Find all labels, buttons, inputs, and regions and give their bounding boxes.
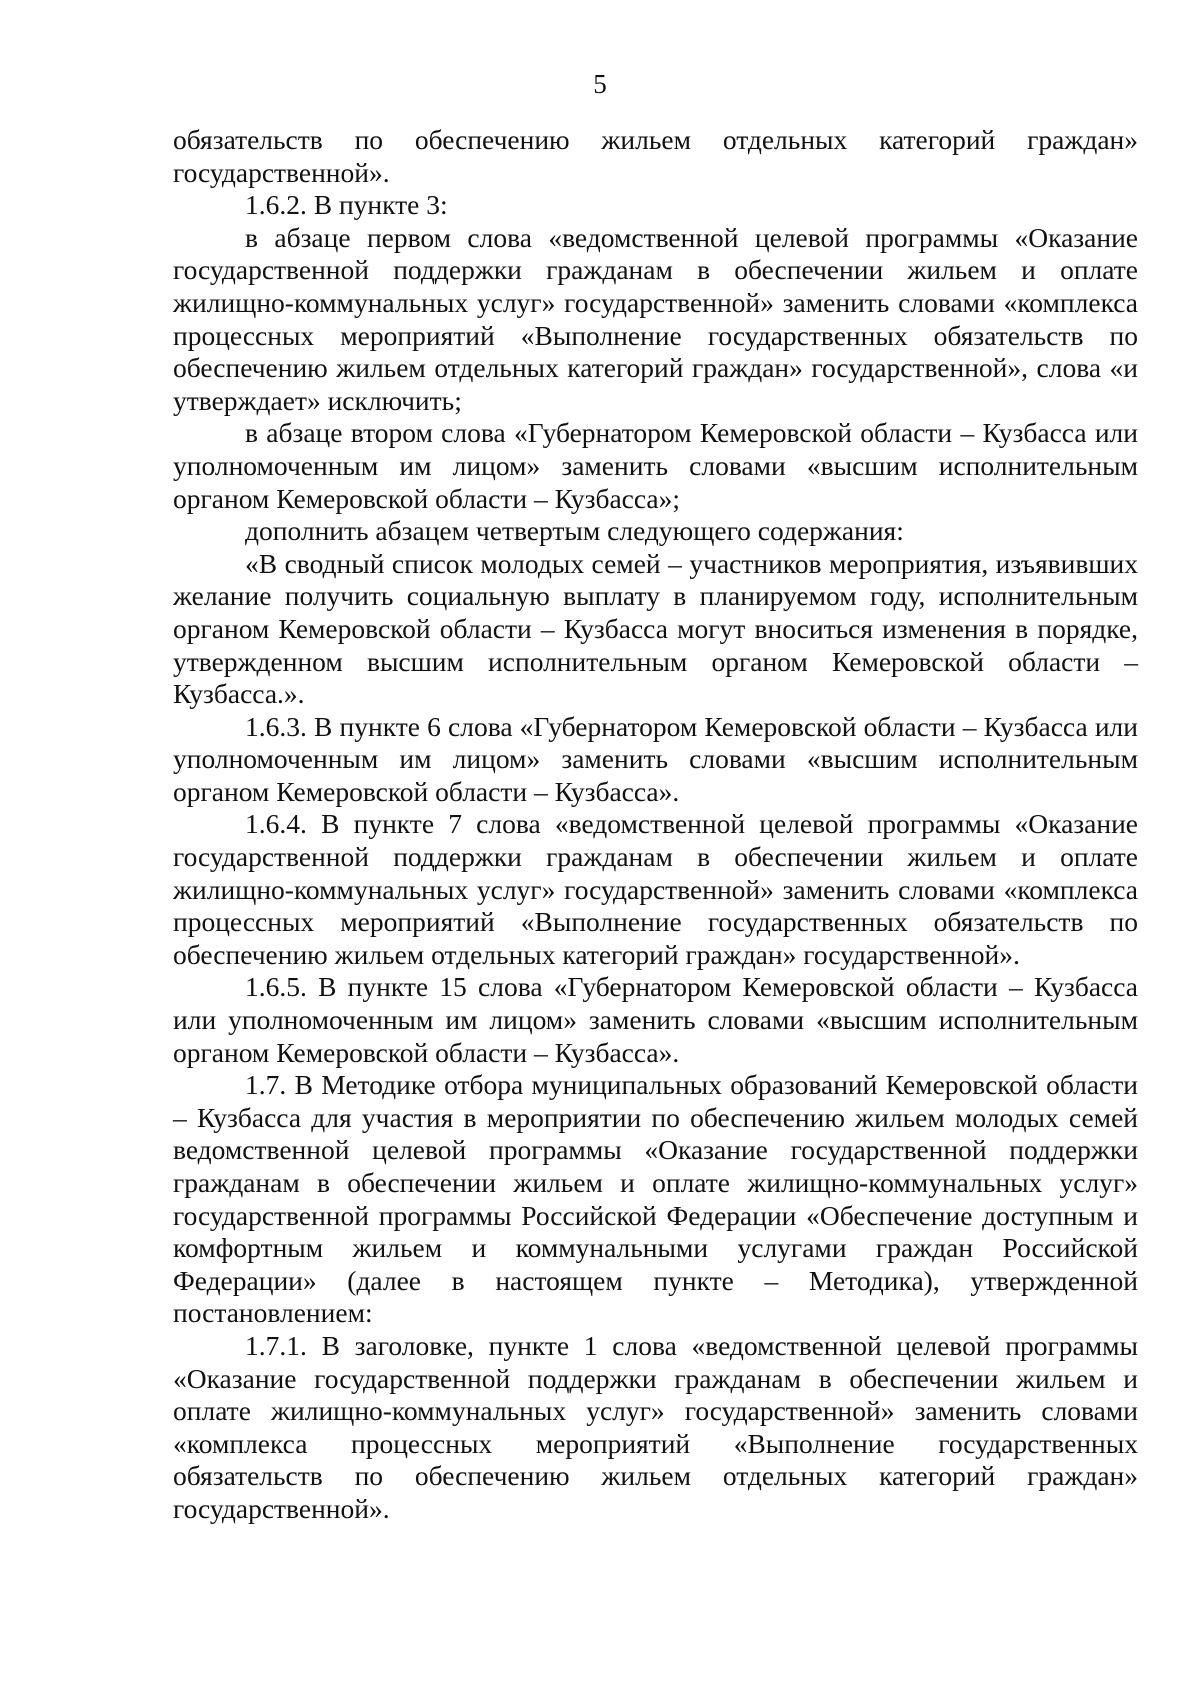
document-body (173, 124, 1138, 1526)
paragraph-continuation: обязательств по обеспечению жильем отдельных категорий граждан» государственной». (173, 124, 1138, 188)
paragraph-1-6-4: 1.6.4. В пункте 7 слова «ведомственной целевой программы «Оказание государственной поддержки гражданам в обеспечении жильем и оплате жилищно-коммунальных услуг» государственной» заменить словами «комплекса процессных мероприятий «Выполнение государственных обязательств по обеспечению жильем отдельных категорий граждан» государственной». (173, 808, 1138, 970)
paragraph-add-fourth-abzac: дополнить абзацем четвертым следующего содержания: (245, 515, 904, 547)
page-number: 5 (593, 69, 607, 99)
paragraph-second-abzac-change: в абзаце втором слова «Губернатором Кемеровской области – Кузбасса или уполномоченным им лицом» заменить словами «высшим исполнительным органом Кемеровской области – Кузбасса»; (173, 417, 1138, 514)
paragraph-first-abzac-change: в абзаце первом слова «ведомственной целевой программы «Оказание государственной поддержки гражданам в обеспечении жильем и оплате жилищно-коммунальных услуг» государственной» заменить словами «комплекса процессных мероприятий «Выполнение государственных обязательств по обеспечению жильем отдельных категорий граждан» государственной», слова «и утверждает» исключить; (173, 221, 1138, 416)
paragraph-new-abzac-text: «В сводный список молодых семей – участников мероприятия, изъявивших желание получить социальную выплату в планируемом году, исполнительным органом Кемеровской области – Кузбасса могут вноситься изменения в порядке, утвержденном высшим исполнительным органом Кемеровской области – Кузбасса.». (173, 547, 1138, 710)
paragraph-1-7-1: 1.7.1. В заголовке, пункте 1 слова «ведомственной целевой программы «Оказание государственной поддержки гражданам в обеспечении жильем и оплате жилищно-коммунальных услуг» государственной» заменить словами «комплекса процессных мероприятий «Выполнение государственных обязательств по обеспечению жильем отдельных категорий граждан» государственной». (173, 1329, 1138, 1524)
paragraph-1-7: 1.7. В Методике отбора муниципальных образований Кемеровской области – Кузбасса для участия в мероприятии по обеспечению жильем молодых семей ведомственной целевой программы «Оказание государственной поддержки гражданам в обеспечении жильем и оплате жилищно-коммунальных услуг» государственной программы Российской Федерации «Обеспечение доступным и комфортным жильем и коммунальными услугами граждан Российской Федерации» (далее в настоящем пункте – Методика), утвержденной постановлением: (173, 1069, 1138, 1329)
paragraph-1-6-5: 1.6.5. В пункте 15 слова «Губернатором Кемеровской области – Кузбасса или уполномоченным им лицом» заменить словами «высшим исполнительным органом Кемеровской области – Кузбасса». (173, 971, 1138, 1068)
paragraph-1-6-2-heading: 1.6.2. В пункте 3: (245, 189, 448, 221)
paragraph-1-6-3: 1.6.3. В пункте 6 слова «Губернатором Кемеровской области – Кузбасса или уполномоченным им лицом» заменить словами «высшим исполнительным органом Кемеровской области – Кузбасса». (173, 710, 1138, 807)
